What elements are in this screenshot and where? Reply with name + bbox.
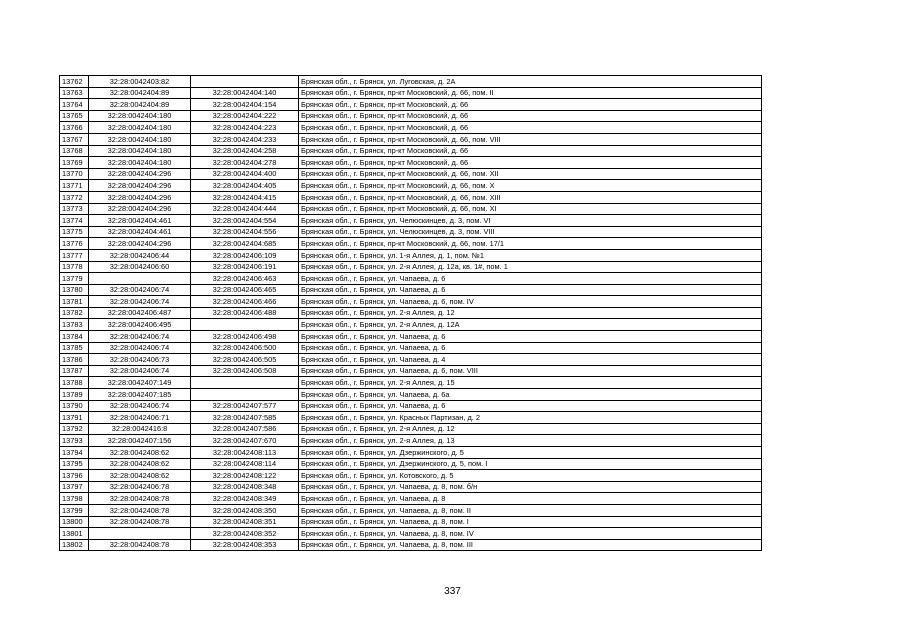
- parcel-number-cell: 32:28:0042404:89: [89, 99, 191, 111]
- parcel-number-cell: 32:28:0042403:82: [89, 76, 191, 88]
- table-row: [60, 400, 762, 412]
- parcel-number-cell: 32:28:0042408:78: [89, 516, 191, 528]
- address-cell: Брянская обл., г. Брянск, пр-кт Московский, д. 66: [299, 99, 762, 111]
- object-number-cell: 32:28:0042407:670: [191, 435, 299, 447]
- address-cell: Брянская обл., г. Брянск, ул. Чапаева, д. 6: [299, 400, 762, 412]
- row-number-cell: 13801: [60, 528, 89, 540]
- address-cell: Брянская обл., г. Брянск, ул. Котовского, д. 5: [299, 470, 762, 482]
- row-number-cell: 13788: [60, 377, 89, 389]
- table-row: [60, 481, 762, 493]
- parcel-number-cell: 32:28:0042408:62: [89, 458, 191, 470]
- address-cell: Брянская обл., г. Брянск, ул. Чапаева, д. 6: [299, 342, 762, 354]
- parcel-number-cell: 32:28:0042406:78: [89, 481, 191, 493]
- parcel-number-cell: 32:28:0042404:296: [89, 238, 191, 250]
- row-number-cell: 13783: [60, 319, 89, 331]
- parcel-number-cell: 32:28:0042404:180: [89, 145, 191, 157]
- table-row: [60, 226, 762, 238]
- object-number-cell: 32:28:0042404:405: [191, 180, 299, 192]
- parcel-number-cell: 32:28:0042408:78: [89, 504, 191, 516]
- row-number-cell: 13791: [60, 412, 89, 424]
- object-number-cell: 32:28:0042407:577: [191, 400, 299, 412]
- row-number-cell: 13800: [60, 516, 89, 528]
- parcel-number-cell: 32:28:0042406:44: [89, 249, 191, 261]
- row-number-cell: 13787: [60, 365, 89, 377]
- row-number-cell: 13774: [60, 215, 89, 227]
- parcel-number-cell: 32:28:0042406:495: [89, 319, 191, 331]
- parcel-number-cell: 32:28:0042406:73: [89, 354, 191, 366]
- parcel-number-cell: 32:28:0042408:78: [89, 493, 191, 505]
- address-cell: Брянская обл., г. Брянск, пр-кт Московский, д. 66: [299, 145, 762, 157]
- table-row: [60, 331, 762, 343]
- address-cell: Брянская обл., г. Брянск, ул. 2-я Аллея, д. 12а, кв. 1#, пом. 1: [299, 261, 762, 273]
- registry-table: [59, 75, 762, 551]
- parcel-number-cell: 32:28:0042404:180: [89, 122, 191, 134]
- parcel-number-cell: 32:28:0042406:74: [89, 342, 191, 354]
- address-cell: Брянская обл., г. Брянск, ул. Челюскинцев, д. 3, пом. VI: [299, 215, 762, 227]
- address-cell: Брянская обл., г. Брянск, ул. Чапаева, д. 6, пом. IV: [299, 296, 762, 308]
- address-cell: Брянская обл., г. Брянск, ул. 2-я Аллея, д. 13: [299, 435, 762, 447]
- address-cell: Брянская обл., г. Брянск, пр-кт Московский, д. 66, пом. 17/1: [299, 238, 762, 250]
- address-cell: Брянская обл., г. Брянск, ул. 1-я Аллея, д. 1, пом. №1: [299, 249, 762, 261]
- row-number-cell: 13785: [60, 342, 89, 354]
- parcel-number-cell: 32:28:0042404:296: [89, 203, 191, 215]
- object-number-cell: 32:28:0042404:415: [191, 191, 299, 203]
- row-number-cell: 13764: [60, 99, 89, 111]
- address-cell: Брянская обл., г. Брянск, пр-кт Московский, д. 66: [299, 157, 762, 169]
- page-number: 337: [444, 586, 461, 597]
- table-row: [60, 307, 762, 319]
- object-number-cell: 32:28:0042404:556: [191, 226, 299, 238]
- address-cell: Брянская обл., г. Брянск, ул. Чапаева, д. 8, пом. б/н: [299, 481, 762, 493]
- address-cell: Брянская обл., г. Брянск, пр-кт Московский, д. 66, пом. XI: [299, 203, 762, 215]
- table-row: [60, 435, 762, 447]
- address-cell: Брянская обл., г. Брянск, ул. Чапаева, д. 8, пом. I: [299, 516, 762, 528]
- object-number-cell: [191, 377, 299, 389]
- address-cell: Брянская обл., г. Брянск, пр-кт Московский, д. 66, пом. II: [299, 87, 762, 99]
- address-cell: Брянская обл., г. Брянск, ул. Чапаева, д. 8, пом. II: [299, 504, 762, 516]
- table-row: [60, 238, 762, 250]
- table-row: [60, 273, 762, 285]
- object-number-cell: 32:28:0042404:258: [191, 145, 299, 157]
- object-number-cell: 32:28:0042404:278: [191, 157, 299, 169]
- object-number-cell: 32:28:0042404:154: [191, 99, 299, 111]
- table-row: [60, 539, 762, 551]
- parcel-number-cell: 32:28:0042416:8: [89, 423, 191, 435]
- table-row: [60, 110, 762, 122]
- object-number-cell: 32:28:0042408:351: [191, 516, 299, 528]
- parcel-number-cell: 32:28:0042404:296: [89, 180, 191, 192]
- row-number-cell: 13777: [60, 249, 89, 261]
- object-number-cell: 32:28:0042408:113: [191, 447, 299, 459]
- table-row: [60, 157, 762, 169]
- address-cell: Брянская обл., г. Брянск, ул. 2-я Аллея, д. 12А: [299, 319, 762, 331]
- row-number-cell: 13797: [60, 481, 89, 493]
- row-number-cell: 13781: [60, 296, 89, 308]
- table-row: [60, 296, 762, 308]
- row-number-cell: 13790: [60, 400, 89, 412]
- address-cell: Брянская обл., г. Брянск, ул. Чапаева, д. 4: [299, 354, 762, 366]
- object-number-cell: 32:28:0042408:349: [191, 493, 299, 505]
- address-cell: Брянская обл., г. Брянск, пр-кт Московский, д. 66: [299, 122, 762, 134]
- row-number-cell: 13776: [60, 238, 89, 250]
- parcel-number-cell: 32:28:0042407:156: [89, 435, 191, 447]
- parcel-number-cell: 32:28:0042406:74: [89, 365, 191, 377]
- row-number-cell: 13792: [60, 423, 89, 435]
- address-cell: Брянская обл., г. Брянск, пр-кт Московский, д. 66, пом. VIII: [299, 133, 762, 145]
- row-number-cell: 13793: [60, 435, 89, 447]
- parcel-number-cell: 32:28:0042404:180: [89, 110, 191, 122]
- parcel-number-cell: 32:28:0042404:461: [89, 226, 191, 238]
- parcel-number-cell: 32:28:0042404:180: [89, 157, 191, 169]
- row-number-cell: 13770: [60, 168, 89, 180]
- object-number-cell: 32:28:0042406:488: [191, 307, 299, 319]
- row-number-cell: 13784: [60, 331, 89, 343]
- table-row: [60, 365, 762, 377]
- table-row: [60, 284, 762, 296]
- object-number-cell: 32:28:0042406:505: [191, 354, 299, 366]
- row-number-cell: 13763: [60, 87, 89, 99]
- row-number-cell: 13786: [60, 354, 89, 366]
- parcel-number-cell: 32:28:0042408:78: [89, 539, 191, 551]
- table-row: [60, 203, 762, 215]
- row-number-cell: 13769: [60, 157, 89, 169]
- row-number-cell: 13773: [60, 203, 89, 215]
- row-number-cell: 13766: [60, 122, 89, 134]
- table-row: [60, 412, 762, 424]
- table-row: [60, 133, 762, 145]
- table-row: [60, 319, 762, 331]
- object-number-cell: 32:28:0042406:500: [191, 342, 299, 354]
- row-number-cell: 13765: [60, 110, 89, 122]
- table-row: [60, 99, 762, 111]
- table-row: [60, 458, 762, 470]
- object-number-cell: 32:28:0042404:400: [191, 168, 299, 180]
- address-cell: Брянская обл., г. Брянск, ул. Чапаева, д. 8, пом. IV: [299, 528, 762, 540]
- object-number-cell: 32:28:0042408:350: [191, 504, 299, 516]
- row-number-cell: 13795: [60, 458, 89, 470]
- address-cell: Брянская обл., г. Брянск, ул. Чапаева, д. 6: [299, 331, 762, 343]
- object-number-cell: 32:28:0042404:223: [191, 122, 299, 134]
- row-number-cell: 13794: [60, 447, 89, 459]
- object-number-cell: 32:28:0042406:191: [191, 261, 299, 273]
- table-row: [60, 354, 762, 366]
- address-cell: Брянская обл., г. Брянск, ул. Красных Партизан, д. 2: [299, 412, 762, 424]
- object-number-cell: 32:28:0042404:444: [191, 203, 299, 215]
- parcel-number-cell: [89, 273, 191, 285]
- address-cell: Брянская обл., г. Брянск, ул. Чапаева, д. 6: [299, 284, 762, 296]
- table-row: [60, 493, 762, 505]
- object-number-cell: 32:28:0042406:465: [191, 284, 299, 296]
- parcel-number-cell: 32:28:0042407:149: [89, 377, 191, 389]
- row-number-cell: 13802: [60, 539, 89, 551]
- address-cell: Брянская обл., г. Брянск, пр-кт Московский, д. 66, пом. XII: [299, 168, 762, 180]
- parcel-number-cell: 32:28:0042407:185: [89, 389, 191, 401]
- address-cell: Брянская обл., г. Брянск, ул. Чапаева, д. 6: [299, 273, 762, 285]
- row-number-cell: 13767: [60, 133, 89, 145]
- table-row: [60, 168, 762, 180]
- object-number-cell: 32:28:0042404:554: [191, 215, 299, 227]
- address-cell: Брянская обл., г. Брянск, ул. Дзержинского, д. 5, пом. I: [299, 458, 762, 470]
- row-number-cell: 13779: [60, 273, 89, 285]
- table-row: [60, 389, 762, 401]
- table-row: [60, 87, 762, 99]
- table-row: [60, 249, 762, 261]
- table-row: [60, 191, 762, 203]
- table-row: [60, 342, 762, 354]
- row-number-cell: 13762: [60, 76, 89, 88]
- address-cell: Брянская обл., г. Брянск, ул. Чапаева, д. 6а: [299, 389, 762, 401]
- table-row: [60, 423, 762, 435]
- table-row: [60, 516, 762, 528]
- row-number-cell: 13768: [60, 145, 89, 157]
- table-row: [60, 145, 762, 157]
- object-number-cell: 32:28:0042404:685: [191, 238, 299, 250]
- address-cell: Брянская обл., г. Брянск, ул. Луговская, д. 2А: [299, 76, 762, 88]
- table-row: [60, 215, 762, 227]
- object-number-cell: 32:28:0042408:353: [191, 539, 299, 551]
- table-row: [60, 180, 762, 192]
- address-cell: Брянская обл., г. Брянск, ул. 2-я Аллея, д. 12: [299, 423, 762, 435]
- table-row: [60, 447, 762, 459]
- object-number-cell: 32:28:0042407:586: [191, 423, 299, 435]
- parcel-number-cell: 32:28:0042404:296: [89, 168, 191, 180]
- object-number-cell: [191, 76, 299, 88]
- object-number-cell: 32:28:0042404:140: [191, 87, 299, 99]
- object-number-cell: 32:28:0042408:348: [191, 481, 299, 493]
- object-number-cell: 32:28:0042406:109: [191, 249, 299, 261]
- table-row: [60, 261, 762, 273]
- address-cell: Брянская обл., г. Брянск, ул. Чапаева, д. 8: [299, 493, 762, 505]
- row-number-cell: 13772: [60, 191, 89, 203]
- address-cell: Брянская обл., г. Брянск, пр-кт Московский, д. 66, пом. XIII: [299, 191, 762, 203]
- parcel-number-cell: 32:28:0042408:62: [89, 470, 191, 482]
- object-number-cell: 32:28:0042404:222: [191, 110, 299, 122]
- object-number-cell: 32:28:0042406:508: [191, 365, 299, 377]
- parcel-number-cell: 32:28:0042406:487: [89, 307, 191, 319]
- object-number-cell: [191, 319, 299, 331]
- row-number-cell: 13782: [60, 307, 89, 319]
- object-number-cell: [191, 389, 299, 401]
- row-number-cell: 13780: [60, 284, 89, 296]
- address-cell: Брянская обл., г. Брянск, ул. Челюскинцев, д. 3, пом. VIII: [299, 226, 762, 238]
- object-number-cell: 32:28:0042408:114: [191, 458, 299, 470]
- parcel-number-cell: 32:28:0042404:89: [89, 87, 191, 99]
- object-number-cell: 32:28:0042407:585: [191, 412, 299, 424]
- table-row: [60, 528, 762, 540]
- parcel-number-cell: 32:28:0042406:74: [89, 331, 191, 343]
- parcel-number-cell: 32:28:0042408:62: [89, 447, 191, 459]
- object-number-cell: 32:28:0042406:466: [191, 296, 299, 308]
- parcel-number-cell: 32:28:0042406:74: [89, 400, 191, 412]
- object-number-cell: 32:28:0042408:352: [191, 528, 299, 540]
- parcel-number-cell: 32:28:0042406:71: [89, 412, 191, 424]
- row-number-cell: 13778: [60, 261, 89, 273]
- row-number-cell: 13796: [60, 470, 89, 482]
- row-number-cell: 13798: [60, 493, 89, 505]
- object-number-cell: 32:28:0042406:463: [191, 273, 299, 285]
- address-cell: Брянская обл., г. Брянск, ул. 2-я Аллея, д. 12: [299, 307, 762, 319]
- table-row: [60, 122, 762, 134]
- parcel-number-cell: [89, 528, 191, 540]
- parcel-number-cell: 32:28:0042404:296: [89, 191, 191, 203]
- address-cell: Брянская обл., г. Брянск, ул. Дзержинского, д. 5: [299, 447, 762, 459]
- address-cell: Брянская обл., г. Брянск, пр-кт Московский, д. 66: [299, 110, 762, 122]
- registry-table-body: [60, 76, 762, 551]
- table-row: [60, 377, 762, 389]
- address-cell: Брянская обл., г. Брянск, ул. Чапаева, д. 6, пом. VIII: [299, 365, 762, 377]
- table-row: [60, 76, 762, 88]
- table-row: [60, 504, 762, 516]
- row-number-cell: 13771: [60, 180, 89, 192]
- row-number-cell: 13775: [60, 226, 89, 238]
- address-cell: Брянская обл., г. Брянск, ул. Чапаева, д. 8, пом. III: [299, 539, 762, 551]
- object-number-cell: 32:28:0042406:498: [191, 331, 299, 343]
- parcel-number-cell: 32:28:0042406:74: [89, 296, 191, 308]
- object-number-cell: 32:28:0042404:233: [191, 133, 299, 145]
- address-cell: Брянская обл., г. Брянск, ул. 2-я Аллея, д. 15: [299, 377, 762, 389]
- row-number-cell: 13789: [60, 389, 89, 401]
- row-number-cell: 13799: [60, 504, 89, 516]
- table-row: [60, 470, 762, 482]
- object-number-cell: 32:28:0042408:122: [191, 470, 299, 482]
- parcel-number-cell: 32:28:0042404:461: [89, 215, 191, 227]
- parcel-number-cell: 32:28:0042406:74: [89, 284, 191, 296]
- address-cell: Брянская обл., г. Брянск, пр-кт Московский, д. 66, пом. X: [299, 180, 762, 192]
- parcel-number-cell: 32:28:0042406:60: [89, 261, 191, 273]
- parcel-number-cell: 32:28:0042404:180: [89, 133, 191, 145]
